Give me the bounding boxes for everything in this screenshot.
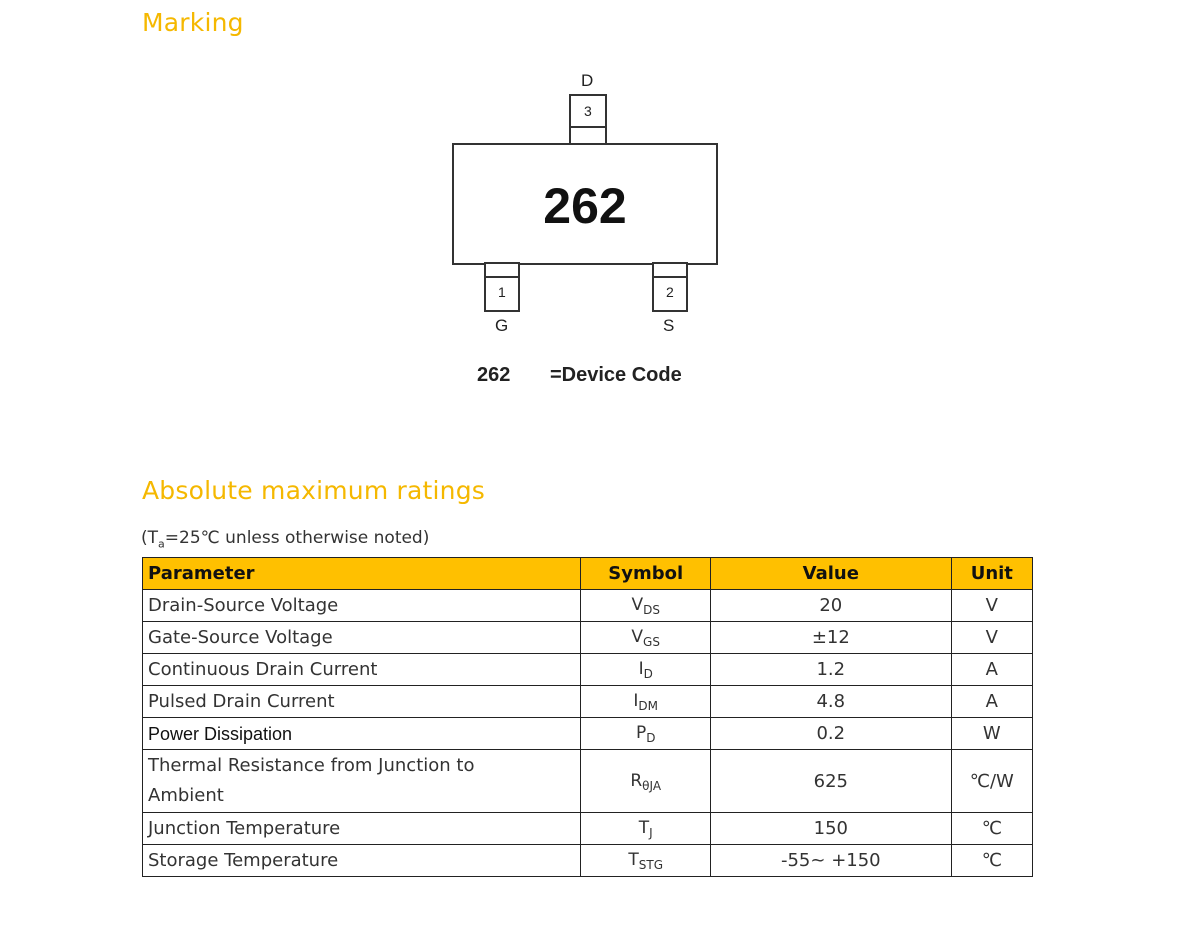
ratings-table bbox=[142, 557, 1033, 877]
header-parameter: Parameter bbox=[143, 558, 581, 590]
pin-top-number: 3 bbox=[584, 103, 592, 119]
value-cell: 1.2 bbox=[711, 654, 952, 686]
unit-cell: V bbox=[951, 622, 1032, 654]
symbol-cell bbox=[581, 622, 711, 654]
pin-top-lead bbox=[569, 94, 607, 146]
table-row bbox=[143, 654, 1033, 686]
header-value: Value bbox=[711, 558, 952, 590]
pin-left-letter: G bbox=[495, 316, 509, 335]
package-diagram bbox=[0, 0, 1190, 400]
symbol-main: V bbox=[631, 627, 644, 647]
pin-right-letter: S bbox=[663, 316, 675, 335]
conditions-sub: a bbox=[158, 537, 165, 551]
param-cell: Pulsed Drain Current bbox=[143, 686, 581, 718]
param-cell: Drain-Source Voltage bbox=[143, 590, 581, 622]
symbol-main: T bbox=[638, 818, 650, 838]
unit-cell: ℃ bbox=[951, 813, 1032, 845]
table-row bbox=[143, 686, 1033, 718]
value-cell: -55~ +150 bbox=[711, 845, 952, 877]
pin-right-lead bbox=[652, 262, 688, 312]
unit-cell: A bbox=[951, 654, 1032, 686]
unit-cell: W bbox=[951, 718, 1032, 750]
symbol-cell bbox=[581, 750, 711, 813]
symbol-sub: STG bbox=[638, 858, 664, 872]
symbol-main: I bbox=[633, 691, 639, 711]
param-cell: Junction Temperature bbox=[143, 813, 581, 845]
unit-cell: V bbox=[951, 590, 1032, 622]
param-cell: Continuous Drain Current bbox=[143, 654, 581, 686]
symbol-sub: D bbox=[646, 731, 656, 745]
header-symbol: Symbol bbox=[581, 558, 711, 590]
symbol-cell bbox=[581, 654, 711, 686]
symbol-sub: D bbox=[643, 667, 653, 681]
symbol-main: I bbox=[638, 659, 644, 679]
conditions-prefix: (T bbox=[141, 528, 159, 548]
symbol-sub: θJA bbox=[642, 778, 662, 793]
marking-heading: Marking bbox=[142, 8, 244, 37]
table-header-row bbox=[143, 558, 1033, 590]
symbol-cell bbox=[581, 813, 711, 845]
symbol-main: T bbox=[628, 850, 639, 870]
pin-top-letter: D bbox=[581, 71, 594, 90]
legend-code: 262 bbox=[477, 364, 511, 386]
symbol-cell bbox=[581, 590, 711, 622]
unit-cell: ℃ bbox=[951, 845, 1032, 877]
symbol-cell bbox=[581, 845, 711, 877]
legend-description: =Device Code bbox=[550, 364, 682, 386]
symbol-cell bbox=[581, 686, 711, 718]
header-unit: Unit bbox=[951, 558, 1032, 590]
symbol-sub: GS bbox=[643, 635, 660, 649]
conditions-suffix: =25℃ unless otherwise noted) bbox=[164, 528, 430, 548]
device-marking-code: 262 bbox=[543, 178, 627, 234]
symbol-sub: DS bbox=[643, 603, 660, 617]
table-row bbox=[143, 750, 1033, 813]
param-cell: Gate-Source Voltage bbox=[143, 622, 581, 654]
table-row bbox=[143, 845, 1033, 877]
param-cell: Storage Temperature bbox=[143, 845, 581, 877]
ratings-heading: Absolute maximum ratings bbox=[142, 476, 486, 505]
value-cell: 0.2 bbox=[711, 718, 952, 750]
conditions-note bbox=[141, 528, 429, 550]
value-cell: ±12 bbox=[711, 622, 952, 654]
pin-right-number: 2 bbox=[666, 284, 674, 300]
symbol-sub: DM bbox=[638, 699, 658, 713]
value-cell: 20 bbox=[711, 590, 952, 622]
symbol-main: V bbox=[631, 595, 644, 615]
value-cell: 150 bbox=[711, 813, 952, 845]
unit-cell: A bbox=[951, 686, 1032, 718]
param-cell: Power Dissipation bbox=[143, 718, 581, 750]
package-body bbox=[452, 143, 718, 265]
table-row bbox=[143, 590, 1033, 622]
table-row bbox=[143, 718, 1033, 750]
pin-left-lead bbox=[484, 262, 520, 312]
symbol-cell bbox=[581, 718, 711, 750]
symbol-main: P bbox=[635, 723, 647, 743]
symbol-main: R bbox=[630, 770, 643, 791]
pin-left-number: 1 bbox=[498, 284, 506, 300]
value-cell: 625 bbox=[711, 750, 952, 813]
table-row bbox=[143, 813, 1033, 845]
param-cell: Thermal Resistance from Junction to Ambient bbox=[143, 750, 581, 813]
value-cell: 4.8 bbox=[711, 686, 952, 718]
unit-cell: ℃/W bbox=[951, 750, 1032, 813]
table-row bbox=[143, 622, 1033, 654]
symbol-sub: J bbox=[649, 826, 653, 840]
